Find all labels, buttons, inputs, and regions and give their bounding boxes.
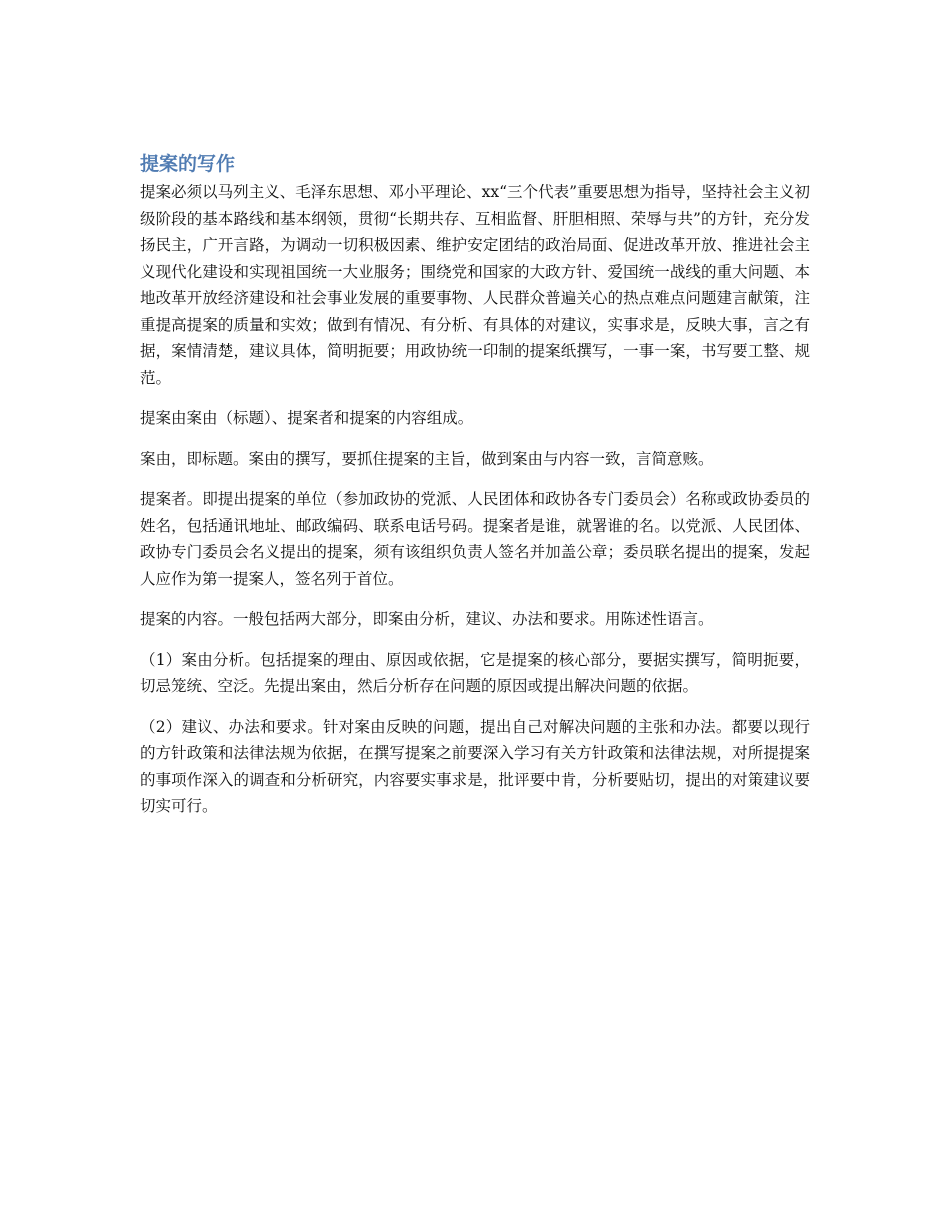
paragraph-proposal-composition: 提案由案由（标题）、提案者和提案的内容组成。 — [140, 409, 474, 427]
paragraph-suggestions-requirements: （2）建议、办法和要求。针对案由反映的问题，提出自己对解决问题的主张和办法。都要以现行的方针政策和法律法规为依据，在撰写提案之前要深入学习有关方针政策和法律法规，对所提提案的事项作深入的调查和分析研究，内容要实事求是，批评要中肯，分析要贴切，提出的对策建议要切实可行。 — [140, 717, 810, 815]
paragraph-subject-analysis: （1）案由分析。包括提案的理由、原因或依据，它是提案的核心部分，要据实撰写，简明扼要，切忌笼统、空泛。先提出案由，然后分析存在问题的原因或提出解决问题的依据。 — [140, 650, 810, 695]
document-page — [140, 150, 810, 834]
paragraph-subject-title: 案由，即标题。案由的撰写，要抓住提案的主旨，做到案由与内容一致，言简意赅。 — [140, 449, 714, 468]
paragraph-guiding-principles: 提案必须以马列主义、毛泽东思想、邓小平理论、xx“三个代表”重要思想为指导，坚持社会主义初级阶段的基本路线和基本纲领，贯彻“长期共存、互相监督、肝胆相照、荣辱与共”的方针，充分发扬民主，广开言路，为调动一切积极因素、维护安定团结的政治局面、促进改革开放、推进社会主义现代化建设和实现祖国统一大业服务；围绕党和国家的大政方针、爱国统一战线的重大问题、本地改革开放经济建设和社会事业发展的重要事物、人民群众普遍关心的热点难点问题建言献策，注重提高提案的质量和实效；做到有情况、有分析、有具体的对建议，实事求是，反映大事，言之有据，案情清楚，建议具体，简明扼要；用政协统一印制的提案纸撰写，一事一案，书写要工整、规范。 — [140, 183, 810, 387]
document-title: 提案的写作 — [140, 153, 236, 175]
paragraph-proposal-content: 提案的内容。一般包括两大部分，即案由分析，建议、办法和要求。用陈述性语言。 — [140, 610, 714, 628]
paragraph-proposer: 提案者。即提出提案的单位（参加政协的党派、人民团体和政协各专门委员会）名称或政协委员的姓名，包括通讯地址、邮政编码、联系电话号码。提案者是谁，就署谁的名。以党派、人民团体、政协专门委员会名义提出的提案，须有该组织负责人签名并加盖公章；委员联名提出的提案，发起人应作为第一提案人，签名列于首位。 — [140, 490, 810, 588]
